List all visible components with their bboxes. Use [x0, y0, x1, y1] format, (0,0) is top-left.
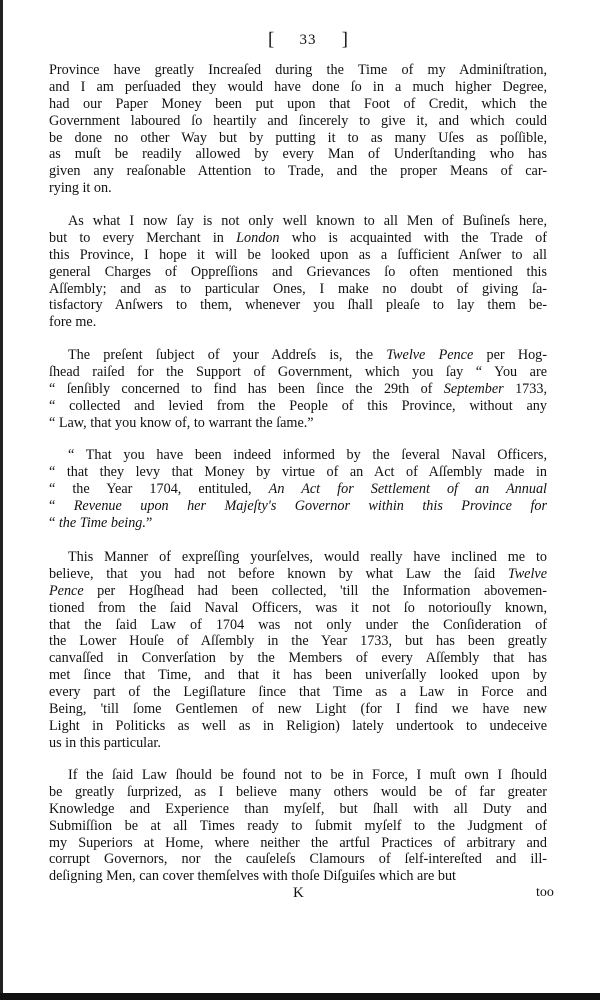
text-line: as muſt be readily allowed by every Man of Underſtanding who has — [49, 146, 547, 163]
text-line — [49, 583, 547, 600]
text-line — [49, 381, 547, 398]
italic-text: Revenue upon her Majeſty's Governor within this Province for — [73, 497, 547, 514]
italic-text: September — [443, 380, 504, 397]
text-line: ſhead raiſed for the Support of Government, which you ſay “ You are — [49, 363, 547, 380]
scan-bottom-edge — [0, 993, 600, 1000]
text-line: “ That you have been indeed informed by the ſeveral Naval Officers, — [68, 447, 547, 463]
text-line — [49, 481, 547, 498]
paragraph — [49, 767, 547, 885]
text-line: Submiſſion be at all Times ready to ſubmit myſelf to the Judgment of — [49, 817, 547, 834]
text-line: met ſince that Time, and that it has been univerſally looked upon by — [49, 667, 547, 684]
text-line — [49, 347, 547, 364]
text-segment: per Hogſhead had been collected, 'till the Information abovemen- — [83, 582, 547, 599]
text-segment: “ the Year 1704, entituled, — [49, 480, 269, 497]
text-segment: 1733, — [503, 380, 548, 397]
text-line: every part of the Legiſlature ſince that Time as a Law in Force and — [49, 684, 547, 701]
paragraph — [49, 213, 547, 331]
text-line: tisfactory Anſwers to them, whenever you ſhall pleaſe to lay them be- — [49, 297, 547, 314]
text-line: deſigning Men, can cover themſelves with thoſe Diſguiſes which are but — [49, 868, 456, 885]
text-line: corrupt Governors, nor the cauſeleſs Clamours of ſelf-intereſted and ill- — [49, 851, 547, 868]
text-segment: believe, that you had not before known by what Law the ſaid — [49, 565, 508, 582]
italic-text: London — [236, 229, 280, 246]
text-line — [49, 230, 547, 247]
text-line: that the ſaid Law of 1704 was not only under the Conſideration of — [49, 616, 547, 633]
text-line: fore me. — [49, 314, 97, 331]
text-line: Province have greatly Increaſed during the Time of my Adminiſtration, — [49, 62, 547, 78]
paragraph — [49, 549, 547, 752]
text-segment: “ — [49, 497, 74, 514]
text-line: “ Law, that you know of, to warrant the ſame.” — [49, 414, 314, 431]
text-line: As what I now ſay is not only well known to all Men of Buſineſs here, — [68, 213, 547, 229]
catchword: too — [536, 885, 554, 900]
text-line — [49, 498, 547, 515]
italic-text: Twelve — [507, 565, 547, 582]
scan-left-edge — [0, 0, 3, 1000]
text-segment: The preſent ſubject of your Addreſs is, the — [68, 347, 387, 363]
text-line: If the ſaid Law ſhould be found not to be in Force, I muſt own I ſhould — [68, 767, 547, 783]
italic-text: An Act for Settlement of an Annual — [268, 480, 548, 497]
text-line: had our Paper Money been put upon that Foot of Credit, which the — [49, 95, 547, 112]
page-number-value: 33 — [299, 31, 317, 48]
text-line: Government laboured ſo heartily and ſincerely to give it, and which could — [49, 112, 547, 129]
text-segment: ” — [145, 514, 153, 531]
text-line: and I am perſuaded they would have done ſo in a much higher Degree, — [49, 78, 547, 95]
paragraph — [49, 62, 547, 197]
italic-text: Pence — [49, 582, 84, 599]
text-line: the Lower Houſe of Aſſembly in the Year 1733, but has been greatly — [49, 633, 547, 650]
signature-mark: K — [293, 885, 304, 901]
text-line: rying it on. — [49, 180, 112, 197]
bracket-close: ] — [341, 29, 348, 50]
text-segment: per Hog- — [473, 347, 547, 363]
paragraph — [49, 447, 547, 531]
text-line — [49, 566, 547, 583]
text-line: Being, 'till ſome Gentlemen of new Light (for I find we have new — [49, 701, 547, 718]
text-segment: “ ſenſibly concerned to find has been ſince the 29th of — [49, 380, 444, 397]
text-line: “ collected and levied from the People of this Province, without any — [49, 397, 547, 414]
text-segment: who is acquainted with the Trade of — [279, 229, 547, 246]
italic-text: Twelve Pence — [386, 347, 474, 363]
bracket-open: [ — [268, 29, 275, 50]
text-line — [49, 515, 547, 532]
text-line: this Province, I hope it will be looked upon as a ſufficient Anſwer to all — [49, 246, 547, 263]
text-line: given any reaſonable Attention to Trade, and the proper Means of car- — [49, 163, 547, 180]
text-line: general Charges of Oppreſſions and Grievances ſo often mentioned this — [49, 263, 547, 280]
text-line: us in this particular. — [49, 734, 161, 751]
text-line: This Manner of expreſſing yourſelves, would really have inclined me to — [68, 549, 547, 565]
italic-text: the Time being. — [58, 514, 146, 531]
text-line: Knowledge and Experience than myſelf, but ſhall with all Duty and — [49, 800, 547, 817]
text-line: “ that they levy that Money by virtue of an Act of Aſſembly made in — [49, 463, 547, 480]
text-line: be greatly ſurprized, as I believe many others would be of far greater — [49, 783, 547, 800]
text-line: canvaſſed in Converſation by the Members of every Aſſembly that has — [49, 650, 547, 667]
page-number — [268, 29, 348, 51]
text-line: Aſſembly; and as to particular Ones, I make no doubt of giving ſa- — [49, 280, 547, 297]
text-line: be done no other Way but by putting it to as many Uſes as poſſible, — [49, 129, 547, 146]
text-line: tioned from the ſaid Naval Officers, was it not ſo notoriouſly known, — [49, 599, 547, 616]
text-line: my Superiors at Home, where neither the artful Practices of arbitrary and — [49, 834, 547, 851]
text-segment: “ — [49, 514, 59, 531]
text-line: Light in Politicks as well as in Religion) lately undertook to undeceive — [49, 717, 547, 734]
text-segment: but to every Merchant in — [49, 229, 237, 246]
paragraph — [49, 347, 547, 431]
